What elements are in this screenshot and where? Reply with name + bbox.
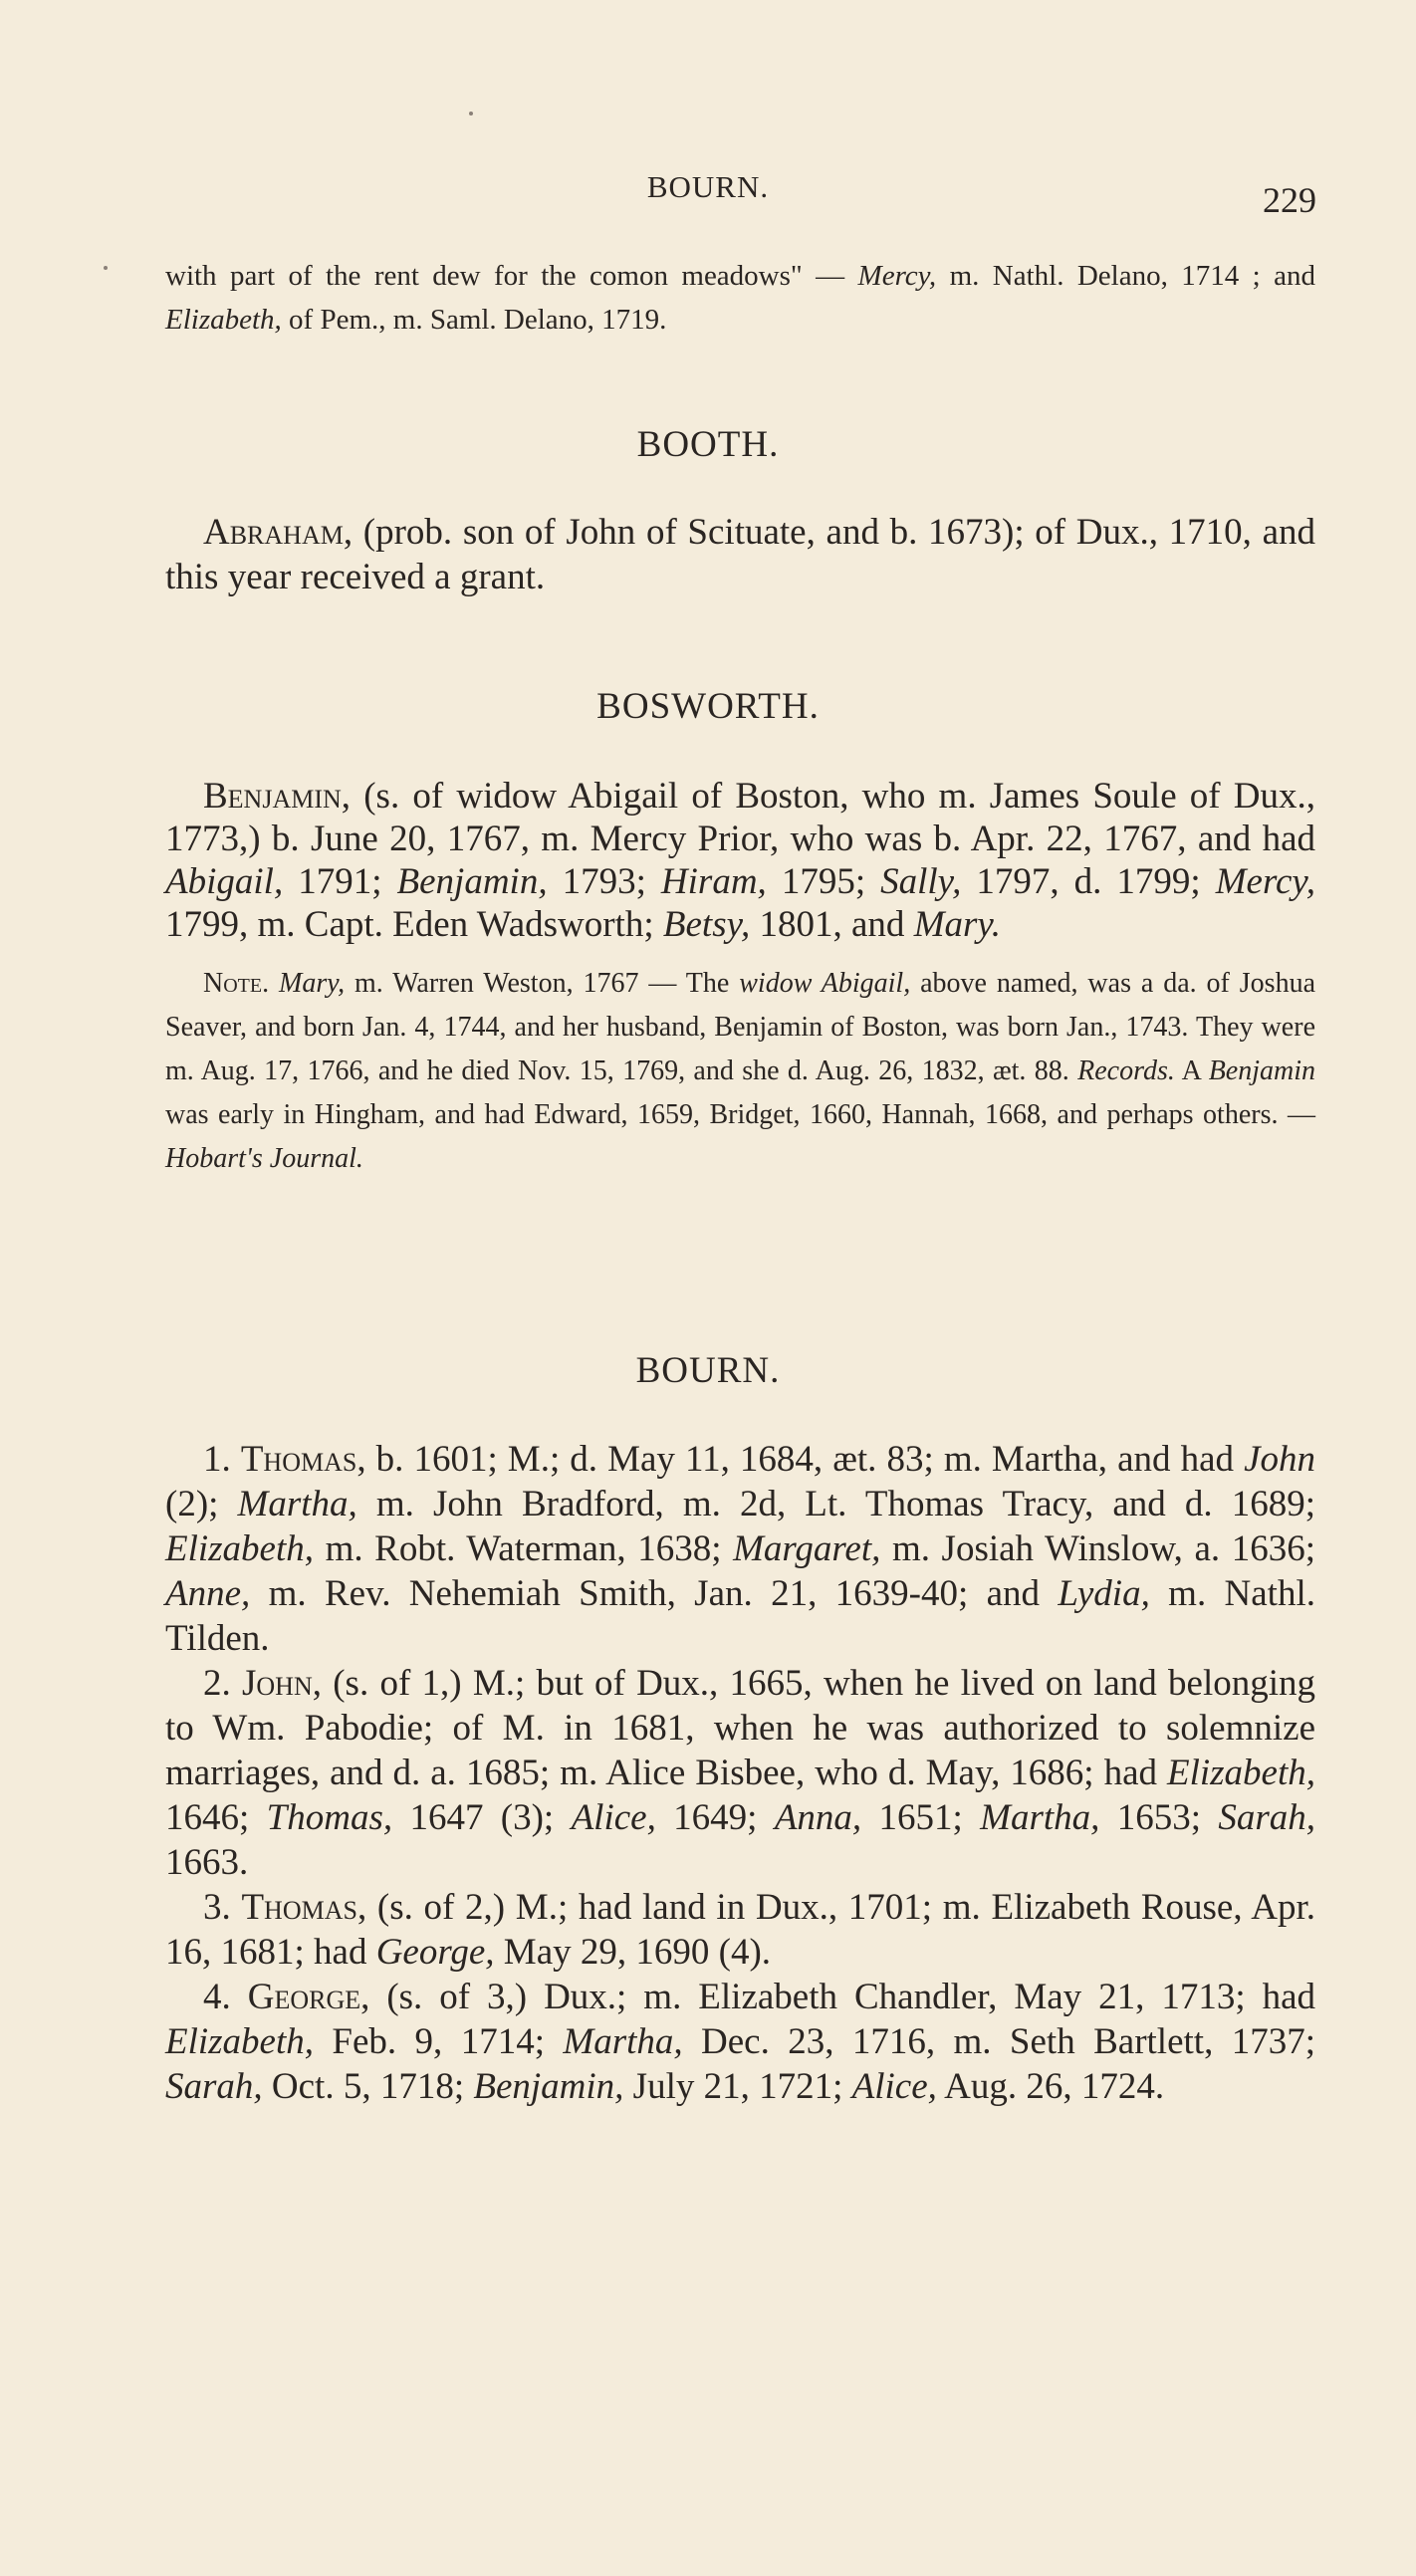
note-label: Note. [203,968,270,999]
ink-speck [469,112,473,116]
bourn-entry-1: 1. Thomas, b. 1601; M.; d. May 11, 1684, æt. 83; m. Martha, and had John (2); Martha, m. John Bradford, m. 2d, Lt. Thomas Tracy, and d. 1689; Elizabeth, m. Robt. Waterman, 1638; Margaret, m. Josiah Winslow, a. 1636; Anne, m. Rev. Nehemiah Smith, Jan. 21, 1639-40; and Lydia, m. Nathl. Tilden. [165,1439,1315,1659]
carryover-paragraph: with part of the rent dew for the comon meadows" — Mercy, m. Nathl. Delano, 1714 ; and Elizabeth, of Pem., m. Saml. Delano, 1719. [165,260,1315,336]
entry-name: Thomas, [240,1439,366,1480]
section-heading-booth: BOOTH. [636,424,780,465]
bosworth-entry: Benjamin, (s. of widow Abigail of Boston, who m. James Soule of Dux., 1773,) b. June 20, 1767, m. Mercy Prior, who was b. Apr. 22, 1767, and had Abigail, 1791; Benjamin, 1793; Hiram, 1795; Sally, 1797, d. 1799; Mercy, 1799, m. Capt. Eden Wadsworth; Betsy, 1801, and Mary. Note. Mary, m. Warren Weston, 1767 — The widow Abigail, above named, was a da. of Joshua Seaver, and born Jan. 4, 1744, and her husband, Benjamin of Boston, was born Jan., 1743. They were m. Aug. 17, 1766, and he died Nov. 15, 1769, and she d. Aug. 26, 1832, æt. 88. Records. A Benjamin was early in Hingham, and had Edward, 1659, Bridget, 1660, Hannah, 1668, and perhaps others. — Hobart's Journal. [165,775,1315,1181]
bourn-entry-3: 3. Thomas, (s. of 2,) M.; had land in Dux., 1701; m. Elizabeth Rouse, Apr. 16, 1681; had George, May 29, 1690 (4). [165,1887,1315,1973]
bourn-entries [165,1437,1315,2109]
section-heading-bourn: BOURN. [635,1350,781,1391]
entry-name: Abraham, [203,512,354,553]
booth-entry: Abraham, (prob. son of John of Scituate, and b. 1673); of Dux., 1710, and this year received a grant. [165,512,1315,597]
entry-name: John, [242,1663,322,1704]
section-heading-bosworth: BOSWORTH. [596,686,820,727]
entry-name: George, [247,1977,370,2017]
entry-name: Benjamin, [203,776,352,817]
bosworth-note: Note. Mary, m. Warren Weston, 1767 — The widow Abigail, above named, was a da. of Joshua Seaver, and born Jan. 4, 1744, and her husband, Benjamin of Boston, was born Jan., 1743. They were m. Aug. 17, 1766, and he died Nov. 15, 1769, and she d. Aug. 26, 1832, æt. 88. Records. A Benjamin was early in Hingham, and had Edward, 1659, Bridget, 1660, Hannah, 1668, and perhaps others. — Hobart's Journal. [165,968,1315,1174]
page-number: 229 [1263,180,1316,220]
bourn-entry-2: 2. John, (s. of 1,) M.; but of Dux., 1665, when he lived on land belonging to Wm. Pabodie; of M. in 1681, when he was authorized to solemnize marriages, and d. a. 1685; m. Alice Bisbee, who d. May, 1686; had Elizabeth, 1646; Thomas, 1647 (3); Alice, 1649; Anna, 1651; Martha, 1653; Sarah, 1663. [165,1663,1316,1883]
ink-speck [104,266,108,270]
bourn-entry-4: 4. George, (s. of 3,) Dux.; m. Elizabeth Chandler, May 21, 1713; had Elizabeth, Feb. 9, 1714; Martha, Dec. 23, 1716, m. Seth Bartlett, 1737; Sarah, Oct. 5, 1718; Benjamin, July 21, 1721; Alice, Aug. 26, 1724. [165,1977,1315,2107]
entry-name: Thomas, [241,1887,367,1928]
running-title: BOURN. [646,169,770,204]
